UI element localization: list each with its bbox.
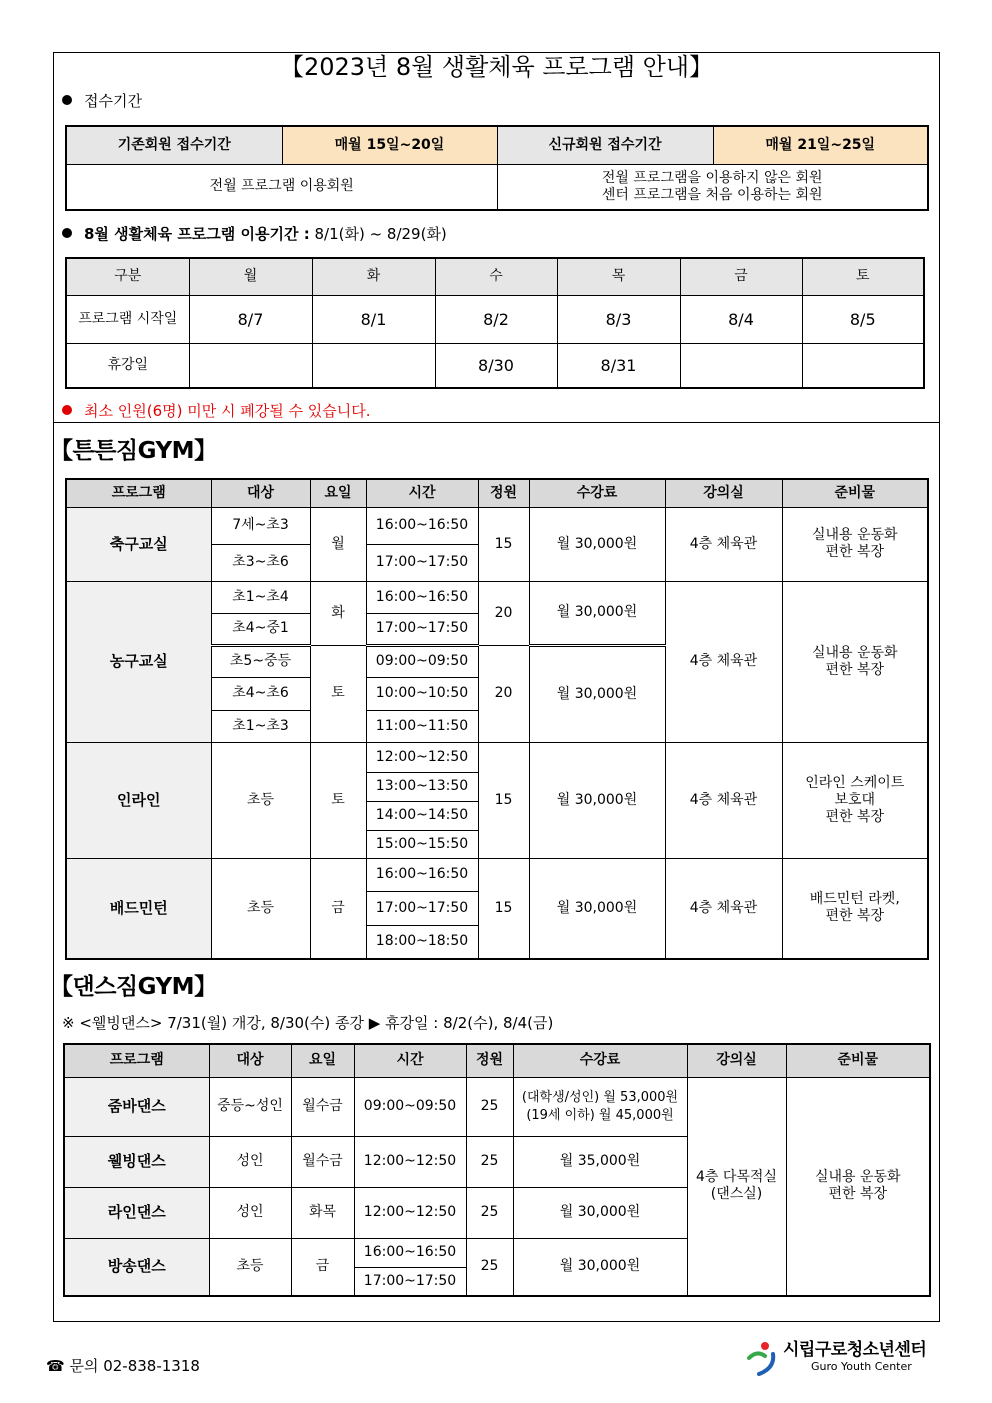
page-title: 【2023년 8월 생활체육 프로그램 안내】 xyxy=(279,53,714,81)
target-cell: 초1~초4 xyxy=(211,581,310,613)
period-col-header: 월 xyxy=(189,258,312,295)
fee-cell: 월 30,000원 xyxy=(529,645,665,742)
program-inline: 인라인 xyxy=(66,742,211,858)
gym2-col-header: 시간 xyxy=(354,1044,466,1077)
gym1-col-header: 강의실 xyxy=(665,479,782,507)
day-cell: 토 xyxy=(310,742,366,858)
gym2-col-header: 요일 xyxy=(291,1044,354,1077)
time-cell: 14:00~14:50 xyxy=(366,801,478,830)
time-cell: 12:00~12:50 xyxy=(354,1136,466,1187)
gym2-col-header: 정원 xyxy=(466,1044,513,1077)
capacity-cell: 15 xyxy=(478,507,529,581)
target-cell: 성인 xyxy=(209,1187,291,1238)
time-cell: 10:00~10:50 xyxy=(366,677,478,710)
target-cell: 7세~초3 xyxy=(211,507,310,544)
new-label: 신규회원 접수기간 xyxy=(497,126,713,164)
time-cell: 12:00~12:50 xyxy=(366,742,478,772)
time-cell: 15:00~15:50 xyxy=(366,830,478,858)
period-cell: 8/5 xyxy=(802,295,924,343)
program-zumba: 줌바댄스 xyxy=(64,1077,209,1136)
program-soccer: 축구교실 xyxy=(66,507,211,581)
prep-cell: 실내용 운동화 편한 복장 xyxy=(782,581,928,742)
capacity-cell: 15 xyxy=(478,858,529,959)
fee-cell: 월 30,000원 xyxy=(529,742,665,858)
registration-table xyxy=(65,125,929,211)
room-cell: 4층 체육관 xyxy=(665,507,782,581)
room-cell: 4층 체육관 xyxy=(665,742,782,858)
bullet-icon xyxy=(62,95,72,105)
program-broadcast: 방송댄스 xyxy=(64,1238,209,1296)
period-cell xyxy=(680,343,802,388)
gym1-col-header: 프로그램 xyxy=(66,479,211,507)
period-heading: 8월 생활체육 프로그램 이용기간 : 8/1(화) ~ 8/29(화) xyxy=(62,225,447,243)
gym1-col-header: 수강료 xyxy=(529,479,665,507)
capacity-cell: 25 xyxy=(466,1077,513,1136)
period-cell xyxy=(189,343,312,388)
gym2-col-header: 준비물 xyxy=(786,1044,930,1077)
org-name-kr: 시립구로청소년센터 xyxy=(783,1340,927,1360)
target-cell: 초3~초6 xyxy=(211,544,310,581)
day-cell: 월 xyxy=(310,507,366,581)
period-cell: 8/30 xyxy=(435,343,557,388)
period-cell: 8/7 xyxy=(189,295,312,343)
gym2-col-header: 대상 xyxy=(209,1044,291,1077)
time-cell: 17:00~17:50 xyxy=(354,1267,466,1296)
org-name-en: Guro Youth Center xyxy=(811,1360,912,1373)
fee-cell: (대학생/성인) 월 53,000원 (19세 이하) 월 45,000원 xyxy=(513,1077,687,1136)
day-cell: 월수금 xyxy=(291,1136,354,1187)
program-basketball: 농구교실 xyxy=(66,581,211,742)
period-cell: 8/3 xyxy=(557,295,680,343)
period-cell xyxy=(802,343,924,388)
time-cell: 16:00~16:50 xyxy=(366,507,478,544)
time-cell: 09:00~09:50 xyxy=(354,1077,466,1136)
period-col-header: 목 xyxy=(557,258,680,295)
room-cell: 4층 체육관 xyxy=(665,858,782,959)
prep-cell: 실내용 운동화 편한 복장 xyxy=(782,507,928,581)
fee-cell: 월 30,000원 xyxy=(513,1238,687,1296)
min-notice: 최소 인원(6명) 미만 시 폐강될 수 있습니다. xyxy=(62,402,370,420)
time-cell: 18:00~18:50 xyxy=(366,925,478,959)
gym2-col-header: 수강료 xyxy=(513,1044,687,1077)
gym1-title: 【튼튼짐GYM】 xyxy=(50,438,217,464)
period-row-label: 프로그램 시작일 xyxy=(66,295,189,343)
period-col-header: 금 xyxy=(680,258,802,295)
time-cell: 17:00~17:50 xyxy=(366,544,478,581)
gym2-col-header: 프로그램 xyxy=(64,1044,209,1077)
bullet-icon xyxy=(62,228,72,238)
day-cell: 금 xyxy=(291,1238,354,1296)
capacity-cell: 25 xyxy=(466,1238,513,1296)
day-cell: 화목 xyxy=(291,1187,354,1238)
period-cell xyxy=(312,343,435,388)
program-badminton: 배드민턴 xyxy=(66,858,211,959)
target-cell: 초등 xyxy=(211,858,310,959)
fee-cell: 월 30,000원 xyxy=(529,858,665,959)
capacity-cell: 25 xyxy=(466,1187,513,1238)
room-cell: 4층 다목적실 (댄스실) xyxy=(687,1077,786,1296)
day-cell: 토 xyxy=(310,645,366,742)
gym2-title: 【댄스짐GYM】 xyxy=(50,974,217,1000)
time-cell: 11:00~11:50 xyxy=(366,710,478,742)
period-cell: 8/1 xyxy=(312,295,435,343)
guro-logo-icon xyxy=(745,1340,779,1376)
new-period: 매월 21일~25일 xyxy=(713,126,928,164)
program-line-dance: 라인댄스 xyxy=(64,1187,209,1238)
new-desc: 전월 프로그램을 이용하지 않은 회원 센터 프로그램을 처음 이용하는 회원 xyxy=(497,164,928,210)
time-cell: 13:00~13:50 xyxy=(366,772,478,801)
period-table xyxy=(65,257,925,389)
prep-cell: 실내용 운동화 편한 복장 xyxy=(786,1077,930,1296)
target-cell: 성인 xyxy=(209,1136,291,1187)
room-cell: 4층 체육관 xyxy=(665,581,782,742)
target-cell: 초4~초6 xyxy=(211,677,310,710)
period-row-label: 휴강일 xyxy=(66,343,189,388)
target-cell: 초4~중1 xyxy=(211,613,310,645)
section-divider xyxy=(53,422,940,423)
org-logo xyxy=(745,1340,945,1380)
target-cell: 초1~초3 xyxy=(211,710,310,742)
time-cell: 16:00~16:50 xyxy=(354,1238,466,1267)
fee-cell: 월 30,000원 xyxy=(513,1187,687,1238)
telephone-icon: ☎ xyxy=(46,1357,65,1375)
target-cell: 중등~성인 xyxy=(209,1077,291,1136)
gym2-col-header: 강의실 xyxy=(687,1044,786,1077)
time-cell: 09:00~09:50 xyxy=(366,645,478,677)
contact-phone: ☎ 문의 02-838-1318 xyxy=(46,1357,200,1375)
day-cell: 월수금 xyxy=(291,1077,354,1136)
time-cell: 17:00~17:50 xyxy=(366,613,478,645)
existing-label: 기존회원 접수기간 xyxy=(66,126,282,164)
registration-heading: 접수기간 xyxy=(62,92,142,110)
prep-cell: 인라인 스케이트 보호대 편한 복장 xyxy=(782,742,928,858)
period-cell: 8/31 xyxy=(557,343,680,388)
day-cell: 금 xyxy=(310,858,366,959)
target-cell: 초등 xyxy=(211,742,310,858)
capacity-cell: 20 xyxy=(478,645,529,742)
target-cell: 초등 xyxy=(209,1238,291,1296)
time-cell: 16:00~16:50 xyxy=(366,581,478,613)
gym2-note: ※ <웰빙댄스> 7/31(월) 개강, 8/30(수) 종강 ▶ 휴강일 : 8/2(수), 8/4(금) xyxy=(62,1014,554,1032)
capacity-cell: 15 xyxy=(478,742,529,858)
gym1-table xyxy=(65,478,929,960)
target-cell: 초5~중등 xyxy=(211,645,310,677)
period-col-header: 구분 xyxy=(66,258,189,295)
period-col-header: 토 xyxy=(802,258,924,295)
gym1-col-header: 정원 xyxy=(478,479,529,507)
program-wellbeing: 웰빙댄스 xyxy=(64,1136,209,1187)
existing-desc: 전월 프로그램 이용회원 xyxy=(66,164,497,210)
fee-cell: 월 35,000원 xyxy=(513,1136,687,1187)
gym1-col-header: 시간 xyxy=(366,479,478,507)
period-col-header: 화 xyxy=(312,258,435,295)
time-cell: 16:00~16:50 xyxy=(366,858,478,891)
period-cell: 8/4 xyxy=(680,295,802,343)
gym1-col-header: 요일 xyxy=(310,479,366,507)
gym1-col-header: 대상 xyxy=(211,479,310,507)
gym2-table xyxy=(63,1043,931,1297)
period-cell: 8/2 xyxy=(435,295,557,343)
fee-cell: 월 30,000원 xyxy=(529,507,665,581)
gym1-col-header: 준비물 xyxy=(782,479,928,507)
prep-cell: 배드민턴 라켓, 편한 복장 xyxy=(782,858,928,959)
existing-period: 매월 15일~20일 xyxy=(282,126,497,164)
capacity-cell: 25 xyxy=(466,1136,513,1187)
fee-cell: 월 30,000원 xyxy=(529,581,665,645)
day-cell: 화 xyxy=(310,581,366,645)
time-cell: 12:00~12:50 xyxy=(354,1187,466,1238)
time-cell: 17:00~17:50 xyxy=(366,891,478,925)
capacity-cell: 20 xyxy=(478,581,529,645)
period-col-header: 수 xyxy=(435,258,557,295)
bullet-icon xyxy=(62,405,72,415)
